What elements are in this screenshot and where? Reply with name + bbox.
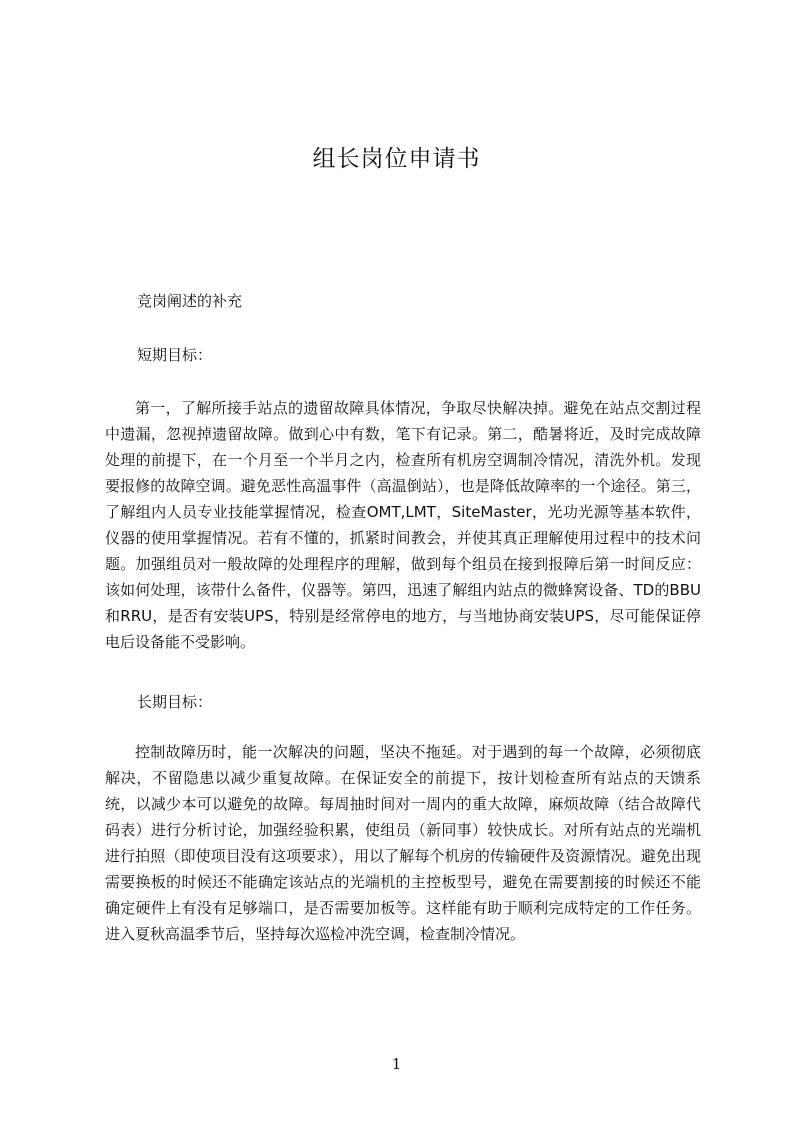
short-term-label: 短期目标： bbox=[137, 346, 213, 364]
section-label: 竞岗阐述的补充 bbox=[137, 292, 243, 310]
long-term-label: 长期目标： bbox=[137, 693, 213, 711]
long-term-paragraph: 控制故障历时，能一次解决的问题，坚决不拖延。对于遇到的每一个故障，必须彻底解决，不留隐患以减少重复故障。在保证安全的前提下，按计划检查所有站点的天馈系统，以减少本可以避免的故障。每周抽时间对一周内的重大故障，麻烦故障（结合故障代码表）进行分析讨论，加强经验积累，使组员（新同事）较快成长。对所有站点的光端机进行拍照（即使项目没有这项要求），用以了解每个机房的传输硬件及资源情况。避免出现需要换板的时候还不能确定该站点的光端机的主控板型号，避免在需要割接的时候还不能确定硬件上有没有足够端口，是否需要加板等。这样能有助于顺利完成特定的工作任务。进入夏秋高温季节后，坚持每次巡检冲洗空调，检查制冷情况。 bbox=[105, 743, 701, 943]
document-title: 组长岗位申请书 bbox=[312, 146, 481, 172]
short-term-paragraph: 第一，了解所接手站点的遗留故障具体情况，争取尽快解决掉。避免在站点交割过程中遗漏，忽视掉遗留故障。做到心中有数，笔下有记录。第二，酷暑将近，及时完成故障处理的前提下，在一个月至一个半月之内，检查所有机房空调制冷情况，清洗外机。发现要报修的故障空调。避免恶性高温事件（高温倒站），也是降低故障率的一个途径。第三，了解组内人员专业技能掌握情况，检查OMT,LMT，SiteMaster，光功光源等基本软件，仪器的使用掌握情况。若有不懂的，抓紧时间教会，并使其真正理解使用过程中的技术问题。加强组员对一般故障的处理程序的理解，做到每个组员在接到报障后第一时间反应：该如何处理，该带什么备件，仪器等。第四，迅速了解组内站点的微蜂窝设备、TD的BBU和RRU，是否有安装UPS，特别是经常停电的地方，与当地协商安装UPS，尽可能保证停电后设备能不受影响。 bbox=[105, 399, 701, 651]
page-number: 1 bbox=[391, 1055, 402, 1073]
